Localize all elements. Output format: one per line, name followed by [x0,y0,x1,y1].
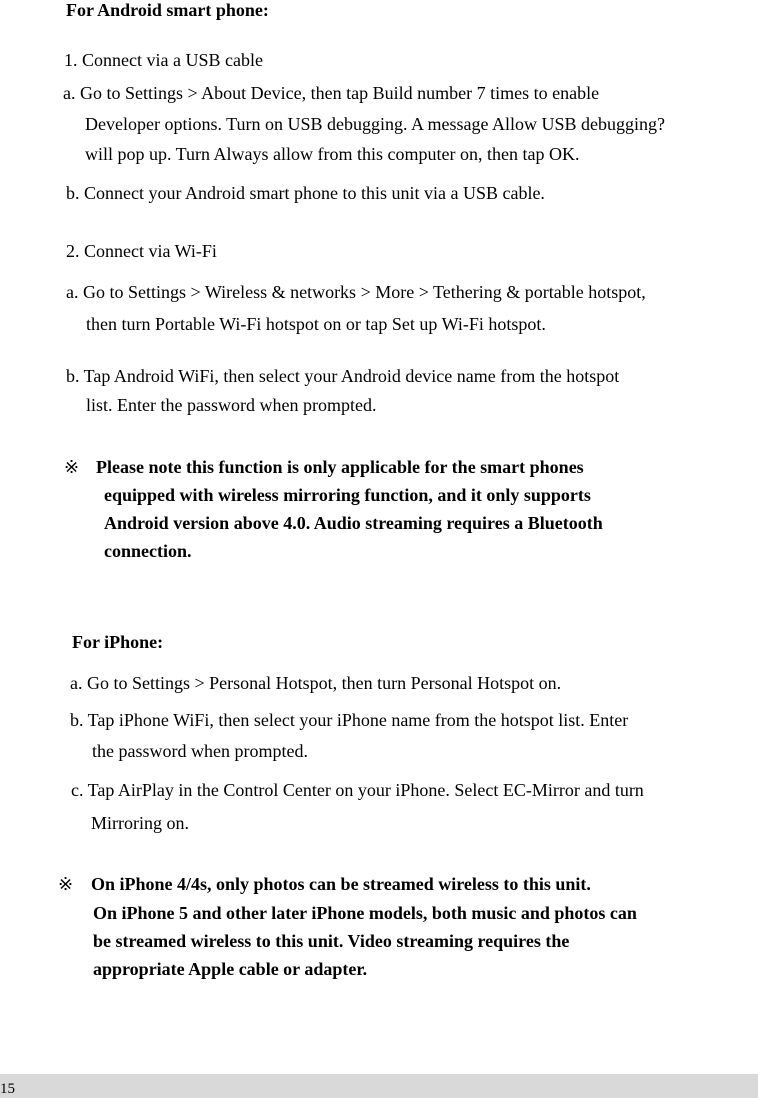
android-note-line-1: Please note this function is only applicable for the smart phones [96,457,584,477]
wifi-step-b-line-1: b. Tap Android WiFi, then select your Android device name from the hotspot [66,366,620,386]
android-note-line-3: Android version above 4.0. Audio streaming requires a Bluetooth [104,513,603,533]
iphone-note-line-3: be streamed wireless to this unit. Video streaming requires the [93,931,570,951]
iphone-note-line-1: On iPhone 4/4s, only photos can be streamed wireless to this unit. [91,874,591,894]
iphone-step-c-line-1: c. Tap AirPlay in the Control Center on your iPhone. Select EC-Mirror and turn [71,780,644,800]
iphone-note-line-4: appropriate Apple cable or adapter. [93,959,368,979]
android-note-line-2: equipped with wireless mirroring function, and it only supports [104,485,591,505]
usb-section-title: 1. Connect via a USB cable [64,50,263,70]
iphone-step-c-line-2: Mirroring on. [91,813,189,833]
iphone-step-a: a. Go to Settings > Personal Hotspot, then turn Personal Hotspot on. [70,673,562,693]
wifi-step-b-line-2: list. Enter the password when prompted. [86,395,377,415]
footer-bar [0,1074,758,1098]
page-number: 15 [0,1081,15,1097]
usb-step-a-line-3: will pop up. Turn Always allow from this computer on, then tap OK. [85,144,580,164]
iphone-heading: For iPhone: [72,632,164,652]
usb-step-a-line-2: Developer options. Turn on USB debugging. A message Allow USB debugging? [85,114,665,134]
usb-step-b: b. Connect your Android smart phone to this unit via a USB cable. [66,183,545,203]
android-heading: For Android smart phone: [66,0,269,20]
iphone-step-b-line-2: the password when prompted. [92,741,308,761]
usb-step-a-line-1: a. Go to Settings > About Device, then tap Build number 7 times to enable [63,83,600,103]
android-note-mark: ※ [64,457,80,477]
android-note-line-4: connection. [104,541,192,561]
wifi-section-title: 2. Connect via Wi-Fi [66,241,217,261]
wifi-step-a-line-2: then turn Portable Wi-Fi hotspot on or tap Set up Wi-Fi hotspot. [86,314,546,334]
wifi-step-a-line-1: a. Go to Settings > Wireless & networks > More > Tethering & portable hotspot, [66,282,646,302]
iphone-step-b-line-1: b. Tap iPhone WiFi, then select your iPhone name from the hotspot list. Enter [70,710,629,730]
iphone-note-line-2: On iPhone 5 and other later iPhone models, both music and photos can [93,903,637,923]
iphone-note-mark: ※ [58,874,74,894]
